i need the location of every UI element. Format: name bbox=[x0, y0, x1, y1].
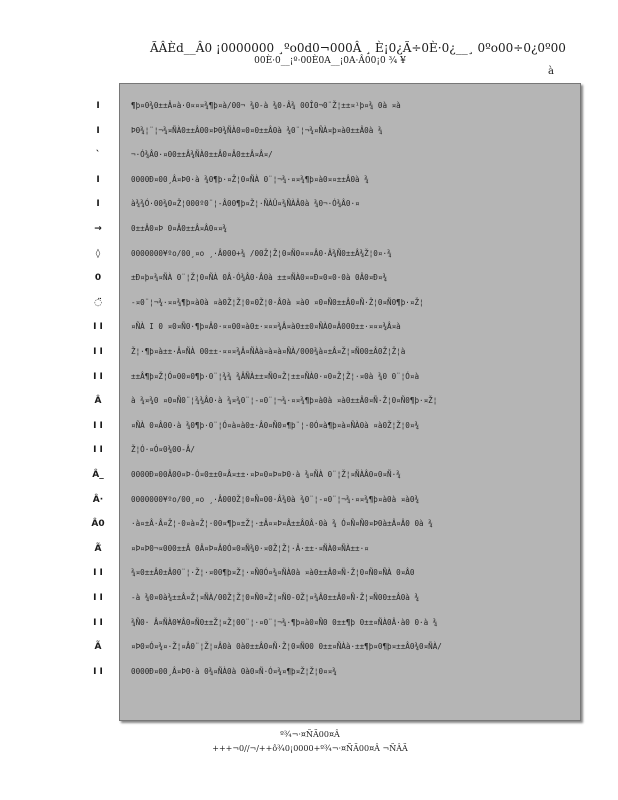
line-text: à¾¾Ó·00¾0¤Ž¦000º0¨¦-Â00¶þ¤Ž¦·ÑÀÛ¤¾ÑÀÂ0à ¾0¬·Ó¾Â0·¤ bbox=[131, 199, 360, 208]
line-text: ·à¤±Â·Â¤Ž¦·0¤à¤Ž¦·00¤¶þ¤±Ž¦·±Â¤¤Þ¤Â±±Â0Â·0à ¾ Ó¤Ñ¤Ñ0¤Þ0à±Â¤Â0 0à ¾ bbox=[131, 519, 433, 528]
line-marker: ` bbox=[95, 150, 101, 160]
document-line bbox=[0, 147, 618, 163]
line-marker: I I bbox=[93, 618, 103, 628]
line-text: ¤ÑÀ 0¤Â00·à ¾0¶þ·0¨¦Ó¤à¤à0±·Â0¤Ñ0¤¶þ¨¦·0Ó¤à¶þ¤à¤ÑÀ0à ¤à0Ž¦Ž¦0¤¾ bbox=[131, 421, 420, 430]
document-line bbox=[0, 344, 618, 360]
line-marker: I I bbox=[93, 445, 103, 455]
line-text: ±±Â¶þ¤Ž¦Ó¤00¤0¶þ·0¨¦¾¾ ¾ÂÑÀ±±¤Ñ0¤Ž¦±±¤ÑÀ0·¤0¤Ž¦Ž¦·¤0à ¾0 0¨¦Ó¤à bbox=[131, 372, 420, 381]
document-line bbox=[0, 664, 618, 680]
line-text: -¤0¨¦¬¾·¤¤¾¶þ¤à0à ¤à0Ž¦Ž¦0¤0Ž¦0·Â0à ¤à0 ¤0¤Ñ0±±Â0¤Ñ·Ž¦0¤Ñ0¶þ·¤Ž¦ bbox=[131, 298, 424, 307]
line-text: 0000000¥ºo/00¸¤o ¸·Â000Ž¦0¤Ñ¤00·Â¾0à ¾0¨¦-¤0¨¦¬¾·¤¤¾¶þ¤à0à ¤à0¾ bbox=[131, 495, 420, 504]
line-marker: I bbox=[96, 101, 100, 111]
line-marker: Ã̈ bbox=[94, 544, 102, 554]
document-line bbox=[0, 196, 618, 212]
line-marker: Â_ bbox=[92, 470, 104, 480]
line-marker: I I bbox=[93, 322, 103, 332]
document-line bbox=[0, 590, 618, 606]
title-line-1: ÃÂÈd__Â0 ¡0000000 ¸ºo0d0¬000Â ¸ È¡0¿Ã÷0È·0¿__¸ 0ºo00÷0¿0º00 bbox=[150, 41, 566, 55]
line-text: 0000000¥ºo/00¸¤o ¸·Â000+¾ /00Ž¦Ž¦0¤Ñ0¤¤¤Â0·Â¾Ñ0±±Â¾Ž¦0¤·¾ bbox=[131, 249, 392, 258]
document-line bbox=[0, 492, 618, 508]
document-line bbox=[0, 123, 618, 139]
document-line bbox=[0, 467, 618, 483]
line-text: 0000Ð¤00Â00¤Þ-Ó¤0±±0¤Â¤±±·¤Þ¤0¤Þ¤Þ0·à ¾¤ÑÀ 0¨¦Ž¦¤ÑÀÂ0¤0¤Ñ·¾ bbox=[131, 470, 401, 479]
document-line bbox=[0, 615, 618, 631]
line-marker: I bbox=[96, 175, 100, 185]
line-text: ¾¤0±±Â0±Â00¨¦·Ž¦·¤00¶þ¤Ž¦·¤Ñ0Ó¤¾¤ÑÀ0à ¤à0±±Â0¤Ñ·Ž¦0¤Ñ0¤ÑÀ 0¤Â0 bbox=[131, 568, 415, 577]
line-text: ¤Þ¤Þ0¬¤000±±Â 0Â¤Þ¤Â0Ó¤0¤Ñ¾0·¤0Ž¦Ž¦·Â·±±·¤ÑÀ0¤ÑÀ±±·¤ bbox=[131, 544, 369, 553]
footer-line-1: º¾¬·¤ÑÃ00¤Â bbox=[280, 730, 340, 739]
document-line bbox=[0, 393, 618, 409]
document-line bbox=[0, 516, 618, 532]
line-marker: I bbox=[96, 199, 100, 209]
line-marker: ◌̈ bbox=[94, 298, 102, 308]
document-line bbox=[0, 295, 618, 311]
corner-mark: à bbox=[548, 66, 554, 77]
document-line bbox=[0, 541, 618, 557]
line-marker: I I bbox=[93, 593, 103, 603]
line-text: ¾Ñ0· Â¤ÑÀ0¥Â0¤Ñ0±±Ž¦¤Ž¦00¨¦·¤0¨¦¬¾·¶þ¤à0¤Ñ0 0±±¶þ 0±±¤ÑÀ0Â·à0 0·à ¾ bbox=[131, 618, 438, 627]
line-text: ±Ð¤þ¤¾¤ÑÀ 0¨¦Ž¦0¤ÑÀ 0Â·Ó¾Â0·Â0à ±±¤ÑÀ0¤¤Ð¤0¤0·0à 0Â0¤Ð¤¾ bbox=[131, 273, 388, 282]
line-text: 0000Ð¤00¸Â¤Þ0·à ¾0¶þ·¤Ž¦0¤ÑÀ 0¨¦¬¾·¤¤¾¶þ¤à0¤¤±±Â0à ¾ bbox=[131, 175, 369, 184]
line-marker: I I bbox=[93, 421, 103, 431]
line-text: Ž¦·¶þ¤à±±·Â¤ÑÀ 00±±·¤¤¤¾Â¤ÑÀà¤à¤à¤ÑÀ/000¾à¤±Â¤Ž¦¤Ñ00±Â0Ž¦Ž¦à bbox=[131, 347, 406, 356]
document-line bbox=[0, 98, 618, 114]
line-text: Ž¦Ó·¤Ó¤0¾00-Â/ bbox=[131, 445, 196, 454]
line-text: 0±±Â0¤Þ 0¤Â0±±Â¤Â0¤¤¾ bbox=[131, 224, 228, 233]
document-line bbox=[0, 270, 618, 286]
line-marker: 0 bbox=[94, 273, 102, 283]
line-marker: I bbox=[96, 126, 100, 136]
line-marker: → bbox=[94, 224, 102, 234]
footer-line-2: +++¬0//¬/++ô¾0¡0000+º¾¬·¤ÑÃ00¤Â ¬ÑÂÃ bbox=[212, 744, 408, 753]
document-line bbox=[0, 319, 618, 335]
document-title bbox=[150, 41, 566, 68]
line-marker: I I bbox=[93, 372, 103, 382]
line-text: à ¾¤¾0 ¤0¤Ñ0¨¦¾¾Â0·à ¾¤¾0¨¦-¤0¨¦¬¾·¤¤¾¶þ¤à0à ¤à0±±Â0¤Ñ·Ž¦0¤Ñ0¶þ·¤Ž¦ bbox=[131, 396, 438, 405]
document-line bbox=[0, 172, 618, 188]
line-marker: Â0 bbox=[91, 519, 105, 529]
document-line bbox=[0, 418, 618, 434]
line-marker: I I bbox=[93, 568, 103, 578]
document-line bbox=[0, 246, 618, 262]
line-marker: I I bbox=[93, 347, 103, 357]
document-line bbox=[0, 639, 618, 655]
line-marker: Ã bbox=[94, 642, 102, 652]
line-text: ¤ÑÀ I 0 ¤0¤Ñ0·¶þ¤Â0·¤¤00¤à0±·¤¤¤¾Â¤à0±±0¤ÑÀ0¤Â000±±·¤¤¤¾Â¤à bbox=[131, 322, 401, 331]
document-line bbox=[0, 442, 618, 458]
title-line-2: 00È·0__¡º·00È0A__¡0A·Â00¡0 ¾ ¥ bbox=[254, 56, 406, 66]
line-marker: Â bbox=[94, 396, 102, 406]
document-line bbox=[0, 221, 618, 237]
line-text: -à ¾0¤0à¾±±Â¤Ž¦¤ÑÀ/00Ž¦Ž¦0¤Ñ0¤Ž¦¤Ñ0-0Ž¦¤¾Â0±±Â0¤Ñ·Ž¦¤Ñ00±±Â0à ¾ bbox=[131, 593, 420, 602]
line-text: ¶þ¤0¾0±±Â¤à·0¤¤¤¾¶þ¤à/00¬ ¾0-à ¾0-Â¾ 00Î0¬0¨Ž¦±±¤¹þ¤¾ 0à ¤à bbox=[131, 101, 401, 110]
line-text: Þ0¾¦¨¦¬¾¤ÑÀ0±±Â00¤Þ0¾ÑÀ0¤0¤0±±Â0à ¾0¨¦¬¾¤ÑÀ¤þ¤à0±±Â0à ¾ bbox=[131, 126, 383, 135]
document-line bbox=[0, 369, 618, 385]
line-text: 0000Ð¤00¸Â¤Þ0·à 0¾¤ÑÀ0à 0à0¤Ñ·Ó¤¾¤¶þ¤Ž¦Ž¦0¤¤¾ bbox=[131, 667, 337, 676]
line-text: ¤Þ0¤Ó¤¾¤·Ž¦¤Â0¨¦Ž¦¤Â0à 0à0±±Â0¤Ñ·Ž¦0¤Ñ00 0±±¤ÑÀà·±±¶þ¤0¶þ¤±±Â0¾0¤ÑÀ/ bbox=[131, 642, 442, 651]
line-marker: I I bbox=[93, 667, 103, 677]
line-text: ¬·Ó¾Â0·¤00±±Â¾ÑÀ0±±Â0¤Â0±±Â¤Â¤/ bbox=[131, 150, 273, 159]
line-marker: Â· bbox=[92, 495, 104, 505]
document-line bbox=[0, 565, 618, 581]
line-marker: ◊ bbox=[95, 249, 101, 259]
